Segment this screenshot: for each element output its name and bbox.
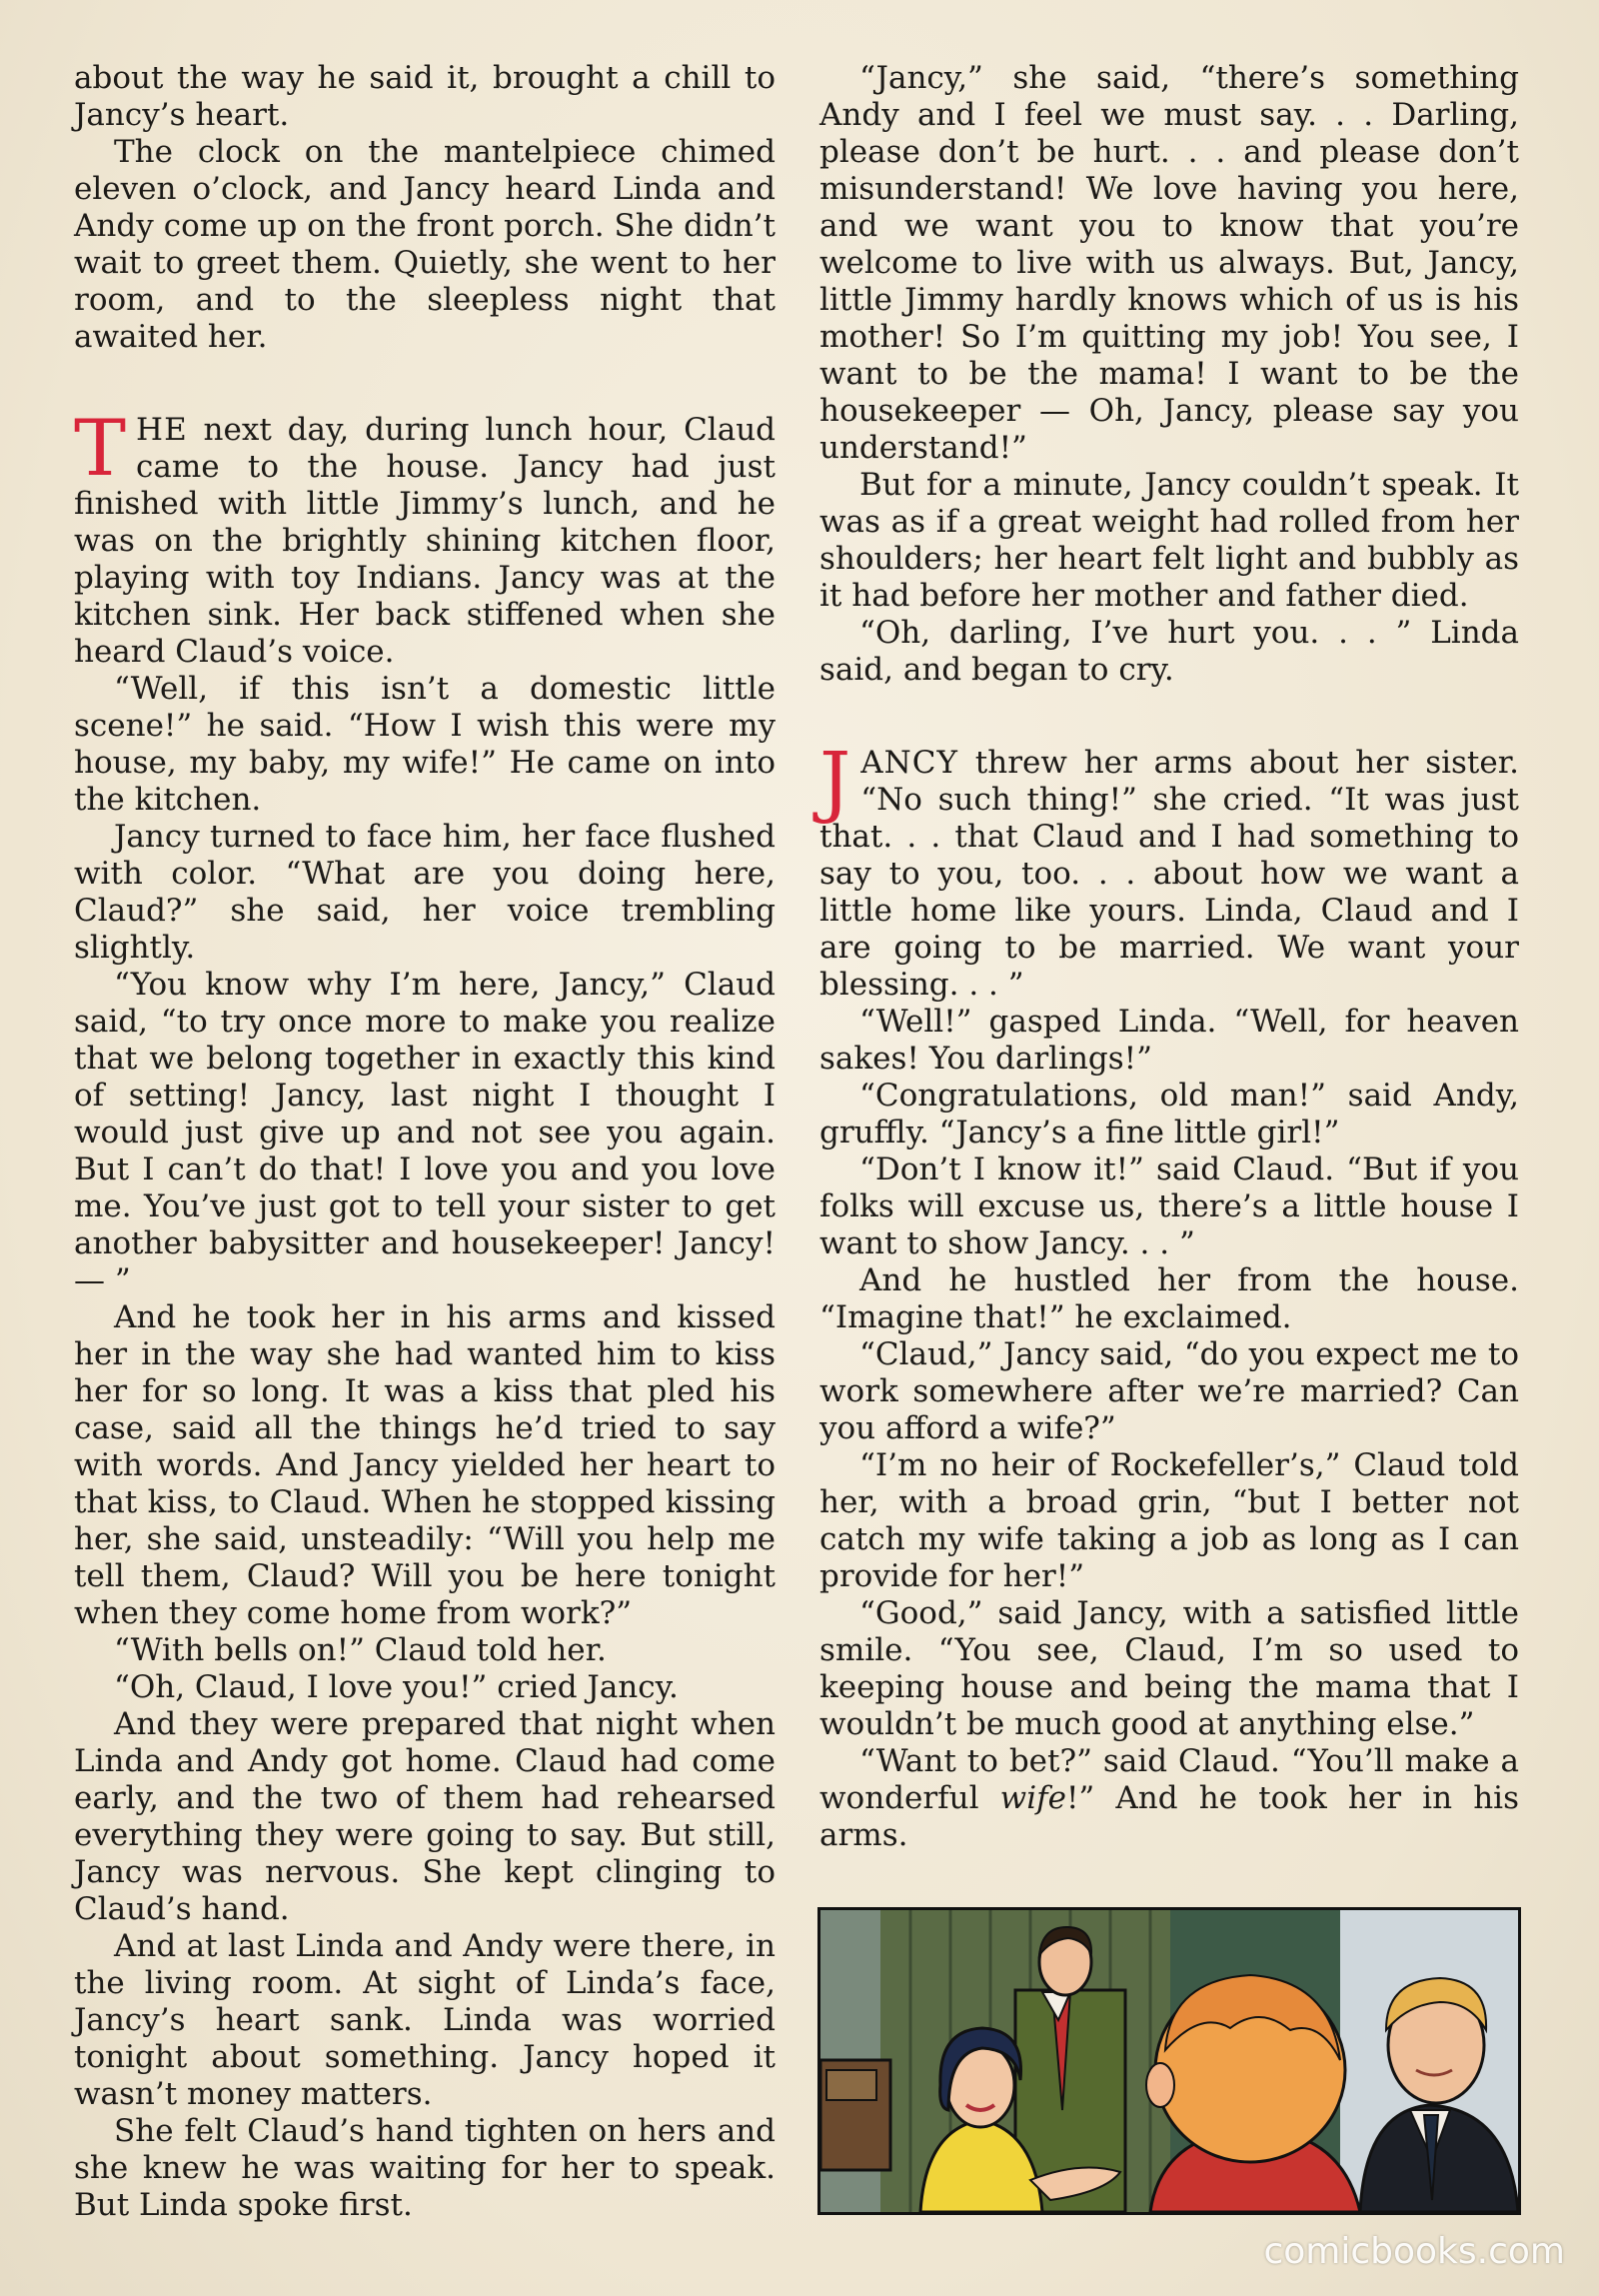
paragraph: The clock on the mantelpiece chimed eleven o’clock, and Jancy heard Linda and Andy come up on the front porch. She didn’t wait to greet them. Quietly, she went to her room, and to the sleepless night that awaited her. <box>74 134 776 355</box>
paragraph: “Claud,” Jancy said, “do you expect me to work somewhere after we’re married? Can you afford a wife?” <box>819 1336 1519 1446</box>
paragraph: “Oh, Claud, I love you!” cried Jancy. <box>114 1669 679 1705</box>
comic-illustration-panel <box>817 1907 1521 2215</box>
paragraph-text: !” And he took her in his arms. <box>819 1780 1519 1853</box>
section-opening-paragraph <box>819 737 1519 1004</box>
paragraph: And he took her in his arms and kissed her in the way she had wanted him to kiss her for so long. It was a kiss that pled his case, said all the things he’d tried to say with words. And Jancy yielded her heart to that kiss, to Claud. When he stopped kissing her, she said, unsteadily: “Will you help me tell them, Claud? Will you be here tonight when they come home from work?” <box>74 1299 776 1631</box>
paragraph-text: “Want to bet?” said Claud. “You’ll make a wonderful <box>819 1743 1519 1816</box>
paragraph: But for a minute, Jancy couldn’t speak. It was as if a great weight had rolled from her shoulders; her heart felt light and bubbly as it had before her mother and father died. <box>819 467 1519 614</box>
drop-cap-letter: T <box>74 404 127 494</box>
paragraph <box>819 1743 1519 1854</box>
comic-illustration <box>820 1910 1518 2212</box>
paragraph: “With bells on!” Claud told her. <box>114 1632 607 1668</box>
paragraph: And they were prepared that night when Linda and Andy got home. Claud had come early, and the two of them had rehearsed everything they were going to say. But still, Jancy was nervous. She kept clinging to Claud’s hand. <box>74 1706 776 1927</box>
site-watermark: comicbooks.com <box>1263 2231 1565 2272</box>
section-opening-paragraph <box>74 404 776 671</box>
opening-caps: ANCY <box>860 745 958 781</box>
paragraph: And at last Linda and Andy were there, in the living room. At sight of Linda’s face, Jancy’s heart sank. Linda was worried tonight about something. Jancy hoped it wasn’t money matters. <box>74 1928 776 2112</box>
paragraph: “Congratulations, old man!” said Andy, gruffly. “Jancy’s a fine little girl!” <box>819 1078 1519 1150</box>
paragraph: “Well, if this isn’t a domestic little scene!” he said. “How I wish this were my house, my baby, my wife!” He came on into the kitchen. <box>74 671 776 818</box>
left-text-column <box>74 60 776 2224</box>
opening-caps: HE <box>136 412 188 448</box>
paragraph: Jancy turned to face him, her face flushed with color. “What are you doing here, Claud?” she said, her voice trembling slightly. <box>74 819 776 966</box>
paragraph: “Oh, darling, I’ve hurt you. . . ” Linda said, and began to cry. <box>819 615 1519 688</box>
paragraph: “Well!” gasped Linda. “Well, for heaven sakes! You darlings!” <box>819 1004 1519 1077</box>
paragraph: “You know why I’m here, Jancy,” Claud said, “to try once more to make you realize that we belong together in exactly this kind of setting! Jancy, last night I thought I would just give up and not see you again. But I can’t do that! I love you and you love me. You’ve just got to tell your sister to get another babysitter and housekeeper! Jancy! — ” <box>74 967 776 1298</box>
paragraph: She felt Claud’s hand tighten on hers and she knew he was waiting for her to speak. But Linda spoke first. <box>74 2113 776 2223</box>
paragraph: “I’m no heir of Rockefeller’s,” Claud told her, with a broad grin, “but I better not catch my wife taking a job as long as I can provide for her!” <box>819 1447 1519 1594</box>
paragraph: And he hustled her from the house. “Imagine that!” he exclaimed. <box>819 1262 1519 1335</box>
emphasized-word: wife <box>999 1780 1066 1816</box>
paragraph: “Don’t I know it!” said Claud. “But if you folks will excuse us, there’s a little house I want to show Jancy. . . ” <box>819 1151 1519 1261</box>
paragraph: about the way he said it, brought a chill to Jancy’s heart. <box>74 60 776 133</box>
paragraph: “Good,” said Jancy, with a satisfied little smile. “You see, Claud, I’m so used to keeping house and being the mama that I wouldn’t be much good at anything else.” <box>819 1595 1519 1742</box>
drop-cap-letter: J <box>819 737 851 827</box>
right-text-column <box>819 60 1519 1854</box>
paragraph-text: threw her arms about her sister. “No such thing!” she cried. “It was just that. . . that Claud and I had something to say to you, too. . . about how we want a little home like yours. Linda, Claud and I are going to be married. We want your blessing. . . ” <box>819 745 1519 1003</box>
paragraph-text: next day, during lunch hour, Claud came to the house. Jancy had just finished with little Jimmy’s lunch, and he was on the brightly shining kitchen floor, playing with toy Indians. Jancy was at the kitchen sink. Her back stiffened when she heard Claud’s voice. <box>74 412 776 670</box>
paragraph: “Jancy,” she said, “there’s something Andy and I feel we must say. . . Darling, please don’t be hurt. . . and please don’t misunderstand! We love having you here, and we want you to know that you’re welcome to live with us always. But, Jancy, little Jimmy hardly knows which of us is his mother! So I’m quitting my job! You see, I want to be the mama! I want to be the housekeeper — Oh, Jancy, please say you understand!” <box>819 60 1519 466</box>
